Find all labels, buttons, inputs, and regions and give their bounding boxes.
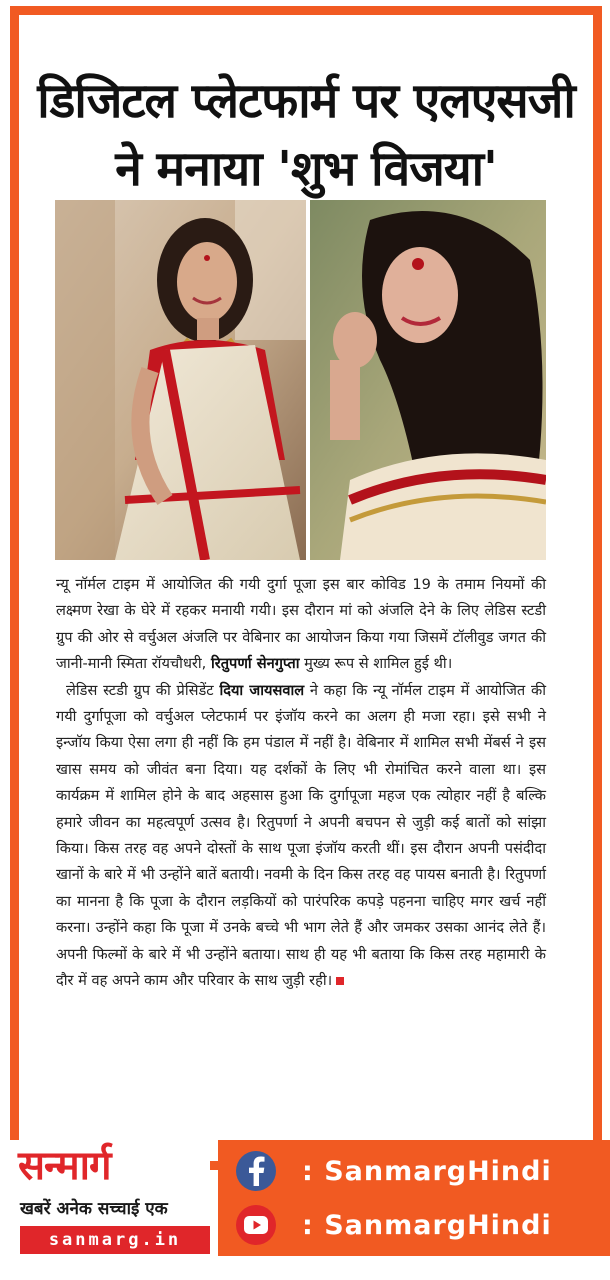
facebook-icon[interactable] xyxy=(236,1151,276,1191)
headline-line-1: डिजिटल प्लेटफार्म पर एलएसजी xyxy=(37,73,575,129)
headline xyxy=(19,67,593,203)
paragraph-1-text-a: न्यू नॉर्मल टाइम में आयोजित की गयी दुर्गा पूजा इस बार कोविड 19 के तमाम नियमों की लक्ष्मण रेखा के घेरे में रहकर मनायी गयी। इस दौरान मां को अंजलि देने के लिए लेडिस स्टडी ग्रुप की ओर से वर्चुअल अंजलि पर वेबिनार का आयोजन किया गया जिसमें टॉलीवुड जगत की जानी-मानी स्मिता रॉयचौधरी, xyxy=(56,576,546,673)
brand-box xyxy=(10,1140,210,1256)
name-diya-jaiswal: दिया जायसवाल xyxy=(219,681,305,699)
paragraph-2-text-b: ने कहा कि न्यू नॉर्मल टाइम में आयोजित की गयी दुर्गापूजा को वर्चुअल प्लेटफार्म पर इंजॉय करने का अलग ही मजा रहा। इसे सभी ने इन्जॉय किया ऐसा लगा ही नहीं कि हम पंडाल में नहीं है। वेबिनार में शामिल सभी मेंबर्स ने इस खास समय को जीवंत बना दिया। यह दर्शकों के लिए भी रोमांचित करने वाला था। इस कार्यक्रम में शामिल होने के बाद अहसास हुआ कि दुर्गापूजा महज एक त्योहार नहीं है बल्कि हमारे जीवन का महत्वपूर्ण उत्सव है। रितुपर्णा ने अपनी बचपन से जुड़ी कई बातों को सांझा किया। किस तरह वह अपने दोस्तों के साथ पूजा इंजॉय करती थीं। इस दौरान अपनी पसंदीदा खानों के बारे में भी उन्होंने बातें बतायी। नवमी के दिन किस तरह वह पायस बनाती है। रितुपर्णा का मानना है कि पूजा के दौरान लड़कियों को पारंपरिक कपड़े पहनना चाहिए मगर खर्च नहीं करना। उन्होंने कहा कि पूजा में उनके बच्चे भी भाग लेते हैं और जमकर उसका आनंद लेते हैं। अपनी फिल्मों के बारे में भी उन्होंने बताया। साथ ही यह भी बताया कि किस तरह महामारी के दौर में वह अपने काम और परिवार के साथ जुड़ी रही। xyxy=(56,681,546,990)
photo-rituparna-sengupta xyxy=(310,200,546,560)
youtube-link[interactable] xyxy=(236,1202,552,1248)
article-body xyxy=(56,572,546,995)
sanmarg-logo: सन्मार्ग xyxy=(18,1143,111,1189)
youtube-handle[interactable]: : SanmargHindi xyxy=(302,1209,552,1241)
social-panel xyxy=(218,1140,610,1256)
headline-line-2: ने मनाया 'शुभ विजया' xyxy=(115,141,497,197)
youtube-icon[interactable] xyxy=(236,1205,276,1245)
brand-tagline: खबरें अनेक सच्चाई एक xyxy=(20,1199,168,1219)
article-paragraph-2 xyxy=(56,678,546,995)
paragraph-2-text-a: लेडिस स्टडी ग्रुप की प्रेसिडेंट xyxy=(66,681,220,699)
photo-right-illustration xyxy=(310,200,546,560)
article-paragraph-1 xyxy=(56,572,546,678)
facebook-link[interactable] xyxy=(236,1148,552,1194)
photo-smita-roychowdhury xyxy=(55,200,306,560)
facebook-handle[interactable]: : SanmargHindi xyxy=(302,1155,552,1187)
photo-left-illustration xyxy=(55,200,306,560)
website-bar xyxy=(20,1226,210,1254)
footer-banner xyxy=(0,1140,610,1280)
website-link[interactable]: sanmarg.in xyxy=(48,1230,182,1250)
end-mark-icon xyxy=(336,977,344,985)
name-rituparna-sengupta: रितुपर्णा सेनगुप्ता xyxy=(210,655,300,673)
paragraph-1-text-b: मुख्य रूप से शामिल हुई थी। xyxy=(299,655,453,673)
